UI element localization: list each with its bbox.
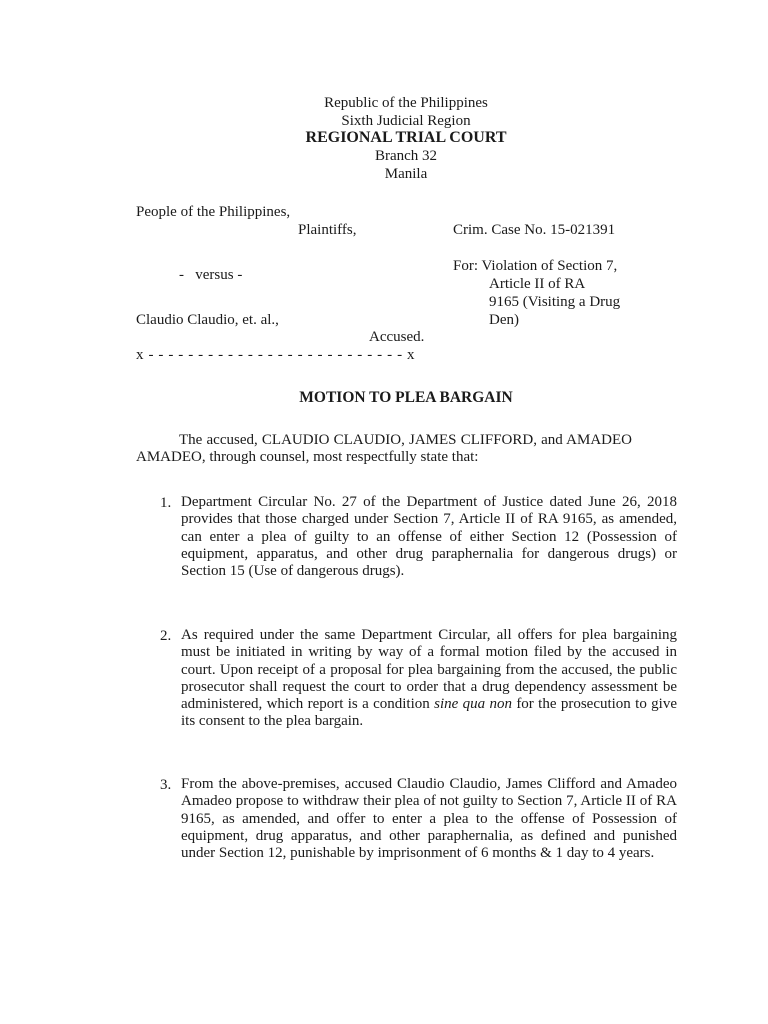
item-number: 1.	[160, 495, 172, 511]
court-name: REGIONAL TRIAL COURT	[305, 129, 507, 146]
item-text-part: As required under the same Department Circular, all offers for plea bargaining must be initiated in writing by way of a formal motion filed by the accused in court. Upon receipt of a proposal for plea bargaining from the accused, the public prosecutor shall request the court to order that a drug dependency assessment be administered, which report is a condition	[181, 627, 677, 713]
item-number: 3.	[160, 777, 172, 793]
city-line: Manila	[384, 166, 428, 182]
item-text-italic: sine qua non	[434, 696, 512, 713]
item-text	[181, 627, 677, 731]
item-text-part: for the prosecution to give its consent to the plea bargain.	[181, 696, 677, 730]
republic-line: Republic of the Philippines	[324, 95, 488, 111]
accused-name: Claudio Claudio, et. al.,	[136, 312, 279, 328]
offense-line-1: For: Violation of Section 7,	[453, 258, 618, 274]
intro-paragraph: The accused, CLAUDIO CLAUDIO, JAMES CLIFFORD, and AMADEO AMADEO, through counsel, most respectfully state that:	[136, 432, 632, 466]
region-line: Sixth Judicial Region	[341, 113, 471, 129]
branch-line: Branch 32	[374, 148, 438, 164]
versus-line: - versus -	[179, 267, 243, 283]
motion-title: MOTION TO PLEA BARGAIN	[299, 389, 513, 406]
offense-line-2: Article II of RA	[489, 276, 586, 292]
case-number: Crim. Case No. 15-021391	[453, 222, 616, 238]
offense-line-3: 9165 (Visiting a Drug	[489, 294, 621, 310]
caption-separator: x - - - - - - - - - - - - - - - - - - - - - - - - - - x	[136, 347, 416, 363]
item-text: Department Circular No. 27 of the Department of Justice dated June 26, 2018 provides that those charged under Section 7, Article II of RA 9165, as amended, can enter a plea of guilty to an offense of either Section 12 (Possession of equipment, apparatus, and other drug paraphernalia for dangerous drugs) or Section 15 (Use of dangerous drugs).	[181, 494, 677, 580]
plaintiff-role: Plaintiffs,	[298, 222, 357, 238]
item-text: From the above-premises, accused Claudio Claudio, James Clifford and Amadeo Amadeo propose to withdraw their plea of not guilty to Section 7, Article II of RA 9165, as amended, and offer to enter a plea to the offense of Possession of equipment, drug apparatus, and other paraphernalia, as defined and punished under Section 12, punishable by imprisonment of 6 months & 1 day to 4 years.	[181, 776, 677, 862]
plaintiff-name: People of the Philippines,	[136, 204, 291, 220]
offense-line-4: Den)	[489, 312, 519, 328]
accused-role: Accused.	[369, 329, 425, 345]
item-number: 2.	[160, 628, 172, 644]
